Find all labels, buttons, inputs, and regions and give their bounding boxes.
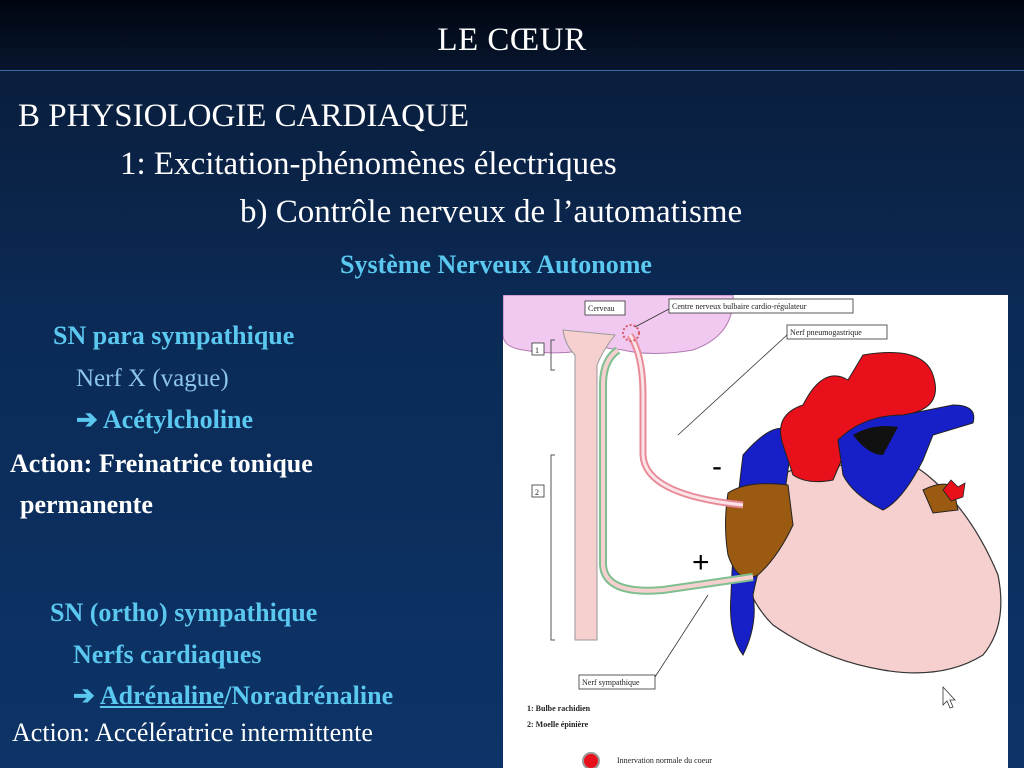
vagus-nerve-inner [630,335,743,505]
legend-1: 1: Bulbe rachidien [527,704,591,713]
ortho-mediator-noradrenaline: Noradrénaline [231,681,394,710]
sign-plus: + [692,546,710,579]
para-mediator-line [76,405,253,435]
sign-minus: - [712,450,722,483]
ortho-mediator-adrenaline: Adrénaline [99,681,225,710]
slide-title: LE CŒUR [437,22,587,58]
system-title: Système Nerveux Autonome [340,250,652,279]
arrow-icon: ➔ [76,405,98,434]
vagus-nerve [630,335,743,505]
arrow-icon: ➔ [73,681,95,710]
bracket-moelle [551,455,555,640]
mouse-cursor-icon [943,687,955,708]
para-nerve: Nerf X (vague) [76,365,229,392]
innervation-icon [583,753,599,768]
label-pneumo: Nerf pneumogastrique [790,328,862,337]
ortho-mediator-separator: / [224,681,232,710]
ortho-heading: SN (ortho) sympathique [50,598,318,627]
title-divider [0,70,1024,71]
legend-2: 2: Moelle épinière [527,720,589,729]
label-brain: Cerveau [588,304,615,313]
legend-innervation: Innervation normale du coeur [617,756,712,765]
leader-symp [655,595,708,677]
para-heading: SN para sympathique [53,321,295,350]
marker-1: 1 [535,346,539,355]
para-mediator: Acétylcholine [102,405,254,434]
marker-2: 2 [535,488,539,497]
ortho-nerve: Nerfs cardiaques [73,640,262,669]
para-action-line2: permanente [20,490,153,519]
section-heading: B PHYSIOLOGIE CARDIAQUE [18,98,469,134]
subsubsection-heading: b) Contrôle nerveux de l’automatisme [240,194,743,230]
para-action-line1: Action: Freinatrice tonique [10,449,313,478]
heart-innervation-diagram [503,295,1008,768]
ortho-mediator-line [73,681,393,711]
label-center: Centre nerveux bulbaire cardio-régulateur [672,302,807,311]
label-symp: Nerf sympathique [582,678,640,687]
ortho-action: Action: Accélératrice intermittente [12,718,373,747]
subsection-heading: 1: Excitation-phénomènes électriques [120,146,617,182]
diagram-svg [503,295,1008,768]
